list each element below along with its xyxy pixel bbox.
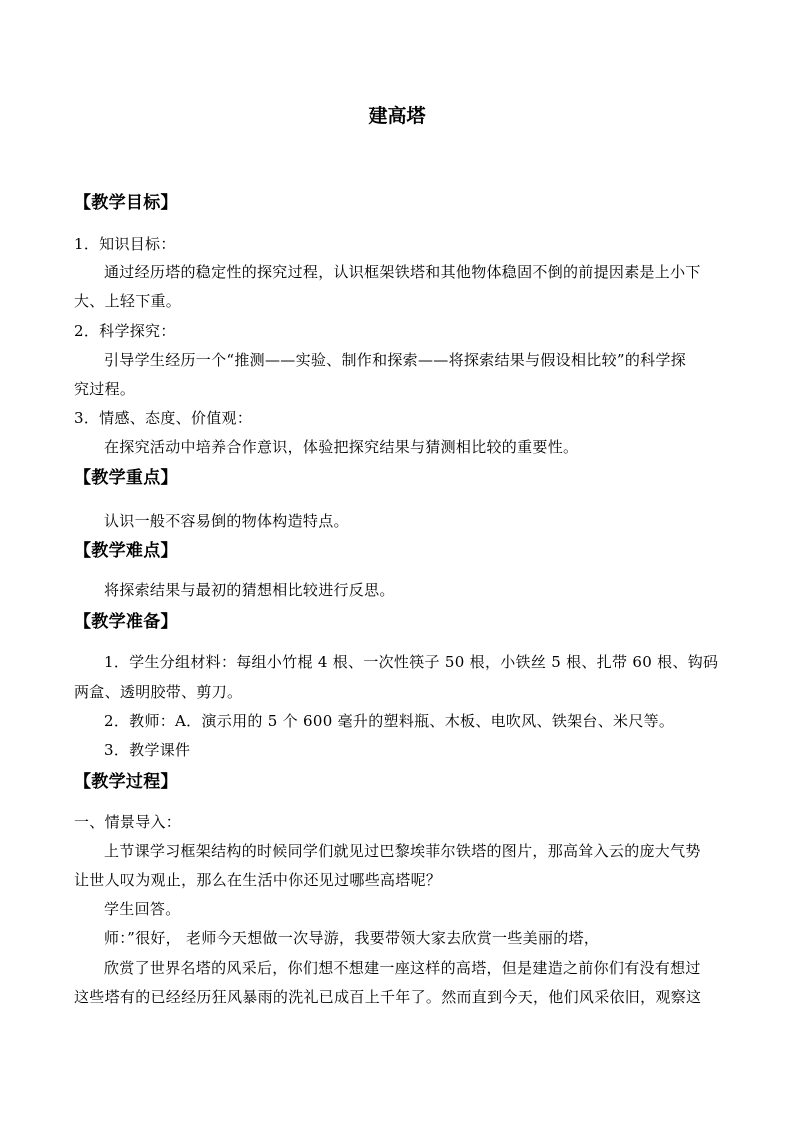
process-section-1-label: 一、情景导入：: [74, 813, 182, 831]
process-para-1-line-2: 让世人叹为观止，那么在生活中你还见过哪些高塔呢？: [74, 871, 442, 889]
goal-3-text-line-1: 在探究活动中培养合作意识，体验把探究结果与猜测相比较的重要性。: [104, 438, 579, 456]
preparation-item-1-line-1: 1．学生分组材料：每组小竹棍 4 根、一次性筷子 50 根，小铁丝 5 根、扎带 60 根、钩码: [104, 653, 719, 671]
goal-1-text-line-2: 大、上轻下重。: [74, 292, 182, 310]
difficulty-text: 将探索结果与最初的猜想相比较进行反思。: [104, 581, 395, 599]
preparation-item-2: 2．教师：A．演示用的 5 个 600 毫升的塑料瓶、木板、电吹风、铁架台、米尺等。: [104, 712, 675, 730]
goal-2-text-line-1: 引导学生经历一个“推测——实验、制作和探索——将探索结果与假设相比较”的科学探: [104, 351, 687, 369]
section-heading-process: 【教学过程】: [74, 772, 178, 792]
preparation-item-3: 3．教学课件: [104, 741, 191, 759]
section-heading-difficulty: 【教学难点】: [74, 541, 178, 561]
goal-2-label: 2．科学探究：: [74, 322, 176, 340]
goal-3-label: 3．情感、态度、价值观：: [74, 409, 253, 427]
document-title: 建高塔: [368, 105, 426, 127]
section-heading-goals: 【教学目标】: [74, 193, 178, 213]
process-para-4-line-2: 这些塔有的已经经历狂风暴雨的洗礼已成百上千年了。然而直到今天，他们风采依旧，观察这: [74, 988, 702, 1006]
preparation-item-1-line-2: 两盒、透明胶带、剪刀。: [74, 683, 243, 701]
keypoint-text: 认识一般不容易倒的物体构造特点。: [104, 512, 349, 530]
section-heading-keypoint: 【教学重点】: [74, 468, 178, 488]
goal-1-label: 1．知识目标：: [74, 235, 176, 253]
process-para-1-line-1: 上节课学习框架结构的时候同学们就见过巴黎埃菲尔铁塔的图片，那高耸入云的庞大气势: [104, 842, 701, 860]
goal-2-text-line-2: 究过程。: [74, 380, 136, 398]
process-para-3: 师：”很好， 老师今天想做一次导游，我要带领大家去欣赏一些美丽的塔，: [104, 929, 600, 947]
section-heading-preparation: 【教学准备】: [74, 612, 178, 632]
process-para-4-line-1: 欣赏了世界名塔的风采后，你们想不想建一座这样的高塔，但是建造之前你们有没有想过: [104, 959, 701, 977]
process-para-2: 学生回答。: [104, 900, 181, 918]
goal-1-text-line-1: 通过经历塔的稳定性的探究过程，认识框架铁塔和其他物体稳固不倒的前提因素是上小下: [104, 263, 701, 281]
